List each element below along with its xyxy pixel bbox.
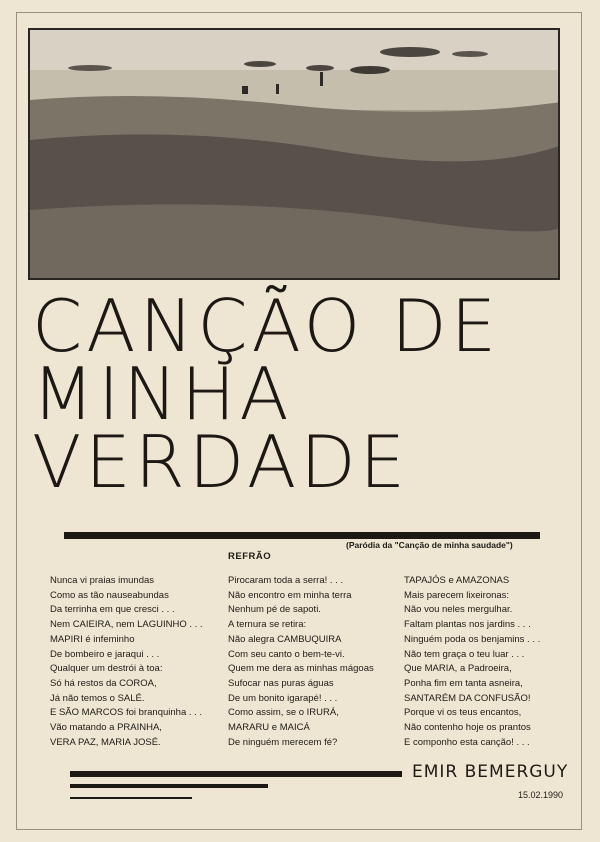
verse-line: MARARU e MAICÁ (228, 722, 310, 734)
verse-line: A ternura se retira: (228, 619, 307, 631)
verse-line: Não encontro em minha terra (228, 589, 352, 601)
verse-line: Como as tão nauseabundas (50, 589, 169, 601)
poem-column-1 (50, 574, 203, 750)
beach-scene-image (30, 30, 560, 280)
title-line-2: MINHA (32, 352, 293, 436)
verse-line: Já não temos o SALÉ. (50, 692, 145, 704)
verse-line: Ponha fim em tanta asneira, (404, 677, 523, 689)
title-underline-rule (64, 532, 540, 539)
verse-line: Quem me dera as minhas mágoas (228, 663, 374, 675)
verse-line: Só há restos da COROA, (50, 677, 157, 689)
verse-line: VERA PAZ, MARIA JOSÉ. (50, 736, 161, 748)
verse-line: De ninguém merecem fé? (228, 736, 338, 748)
verse-line: SANTARÉM DA CONFUSÃO! (404, 692, 531, 704)
title-line-3: VERDADE (32, 420, 410, 504)
poem-column-2 (228, 574, 374, 750)
verse-line: TAPAJÓS e AMAZONAS (404, 575, 510, 586)
footer-rule-medium (70, 784, 268, 788)
verse-line: Porque vi os teus encantos, (404, 707, 522, 719)
beach-photo (28, 28, 560, 280)
footer-rule-thin (70, 797, 192, 799)
verse-line: Que MARIA, a Padroeira, (404, 663, 512, 675)
verse-line: Não alegra CAMBUQUIRA (228, 633, 342, 645)
verse-line: De bombeiro e jaraqui . . . (50, 648, 160, 660)
poem-column-3 (404, 574, 540, 750)
verse-line: Qualquer um destrói à toa: (50, 663, 163, 675)
verse-line: Faltam plantas nos jardins . . . (404, 619, 531, 631)
verse-line: MAPIRI é infeminho (50, 633, 135, 645)
verse-line: Não tem graça o teu luar . . . (404, 648, 525, 660)
verse-line: Nenhum pé de sapoti. (228, 604, 321, 616)
verse-line: Não vou neles mergulhar. (404, 604, 513, 616)
verse-line: De um bonito igarapé! . . . (228, 692, 338, 704)
verse-line: Da terrinha em que cresci . . . (50, 604, 175, 616)
footer-rule-thick (70, 771, 402, 777)
title-line-1: CANÇÃO DE (32, 284, 501, 368)
verse-line: Pirocaram toda a serra! . . . (228, 575, 344, 586)
verse-line: Ninguém poda os benjamins . . . (404, 633, 541, 645)
verse-line: Vão matando a PRAINHA, (50, 722, 162, 734)
poem-date: 15.02.1990 (518, 790, 564, 800)
verse-line: Nem CAIEIRA, nem LAGUINHO . . . (50, 619, 203, 631)
verse-line: Sufocar nas puras águas (228, 677, 334, 689)
author-name: EMIR BEMERGUY (412, 762, 569, 782)
verse-line: Nunca vi praias imundas (50, 575, 155, 586)
verse-line: Mais parecem lixeironas: (404, 589, 510, 601)
refrao-label: REFRÃO (228, 551, 272, 562)
verse-line: Com seu canto o bem-te-vi. (228, 648, 345, 660)
parody-subtitle: (Paródia da "Canção de minha saudade") (346, 540, 513, 550)
verse-line: Não contenho hoje os prantos (404, 722, 531, 734)
verse-line: E SÃO MARCOS foi branquinha . . . (50, 707, 203, 719)
verse-line: Como assim, se o IRURÁ, (228, 707, 339, 719)
poem-title (32, 284, 572, 504)
verse-line: E componho esta canção! . . . (404, 736, 530, 748)
